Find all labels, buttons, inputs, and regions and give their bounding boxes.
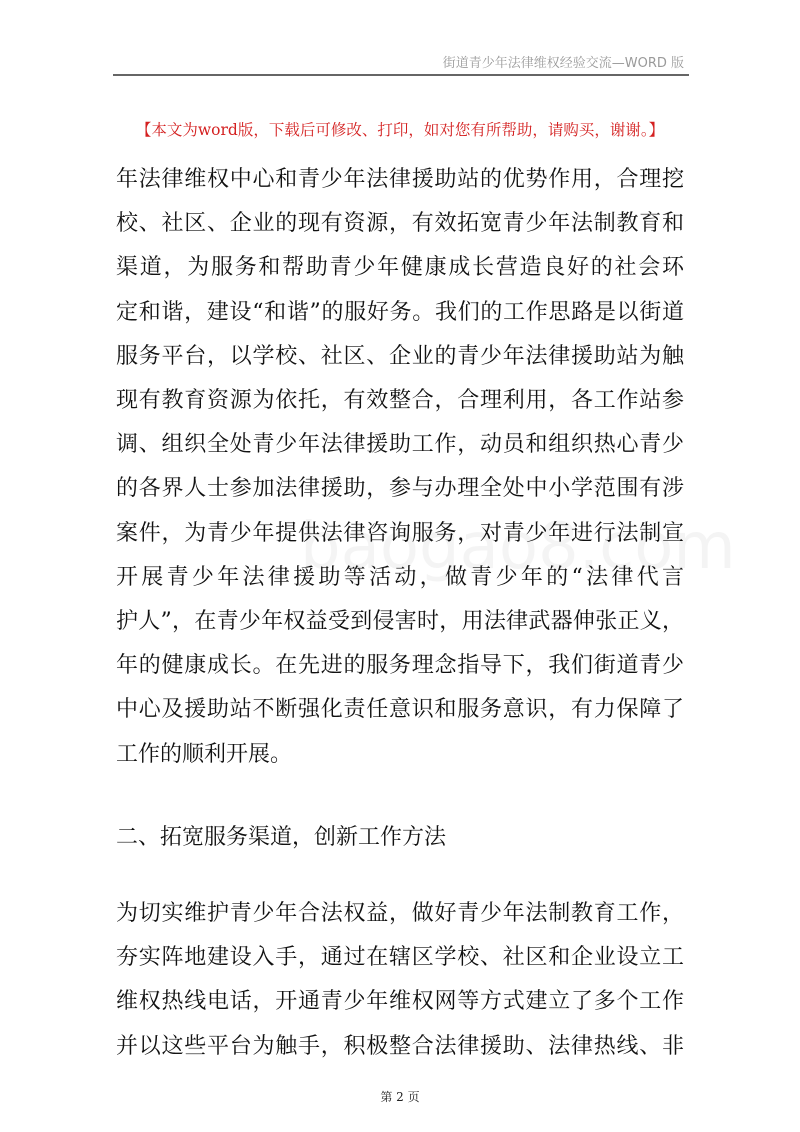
word-notice: 【本文为word版，下载后可修改、打印，如对您有所帮助，请购买，谢谢。】 [135,121,665,139]
paragraph-line: 年的健康成长。在先进的服务理念指导下，我们街道青少 [116,653,684,679]
paragraph-line: 校、社区、企业的现有资源，有效拓宽青少年法制教育和 [116,211,684,237]
paragraph-line: 现有教育资源为依托，有效整合，合理利用，各工作站参 [116,388,684,413]
page-header: 街道青少年法律维权经验交流—WORD 版 [442,56,684,71]
paragraph-line: 为切实维护青少年合法权益，做好青少年法制教育工作， [116,901,684,926]
paragraph-line: 开展青少年法律援助等活动，做青少年的“法律代言 [116,564,684,590]
paragraph-line: 定和谐，建设“和谐”的服好务。我们的工作思路是以街道 [116,299,684,325]
paragraph-line: 调、组织全处青少年法律援助工作，动员和组织热心青少 [116,432,684,458]
paragraph-line: 年法律维权中心和青少年法律援助站的优势作用，合理挖 [116,167,684,192]
paragraph-line: 护人”，在青少年权益受到侵害时，用法律武器伸张正义， [116,609,684,634]
paragraph-line: 渠道，为服务和帮助青少年健康成长营造良好的社会环 [116,255,684,281]
page-number: 第 2 页 [380,1090,420,1104]
header-rule [113,74,689,76]
paragraph-line: 案件，为青少年提供法律咨询服务，对青少年进行法制宣 [116,520,684,546]
paragraph-line: 中心及援助站不断强化责任意识和服务意识，有力保障了 [116,697,684,723]
paragraph-line: 夯实阵地建设入手，通过在辖区学校、社区和企业设立工 [116,945,684,971]
section-heading: 二、拓宽服务渠道，创新工作方法 [116,825,447,850]
paragraph-line: 并以这些平台为触手，积极整合法律援助、法律热线、非 [116,1033,684,1059]
paragraph-line: 工作的顺利开展。 [116,741,293,767]
paragraph-line: 维权热线电话，开通青少年维权网等方式建立了多个工作 [116,989,684,1015]
paragraph-line: 的各界人士参加法律援助，参与办理全处中小学范围有涉 [116,476,684,502]
paragraph-line: 服务平台，以学校、社区、企业的青少年法律援助站为触 [116,343,684,369]
